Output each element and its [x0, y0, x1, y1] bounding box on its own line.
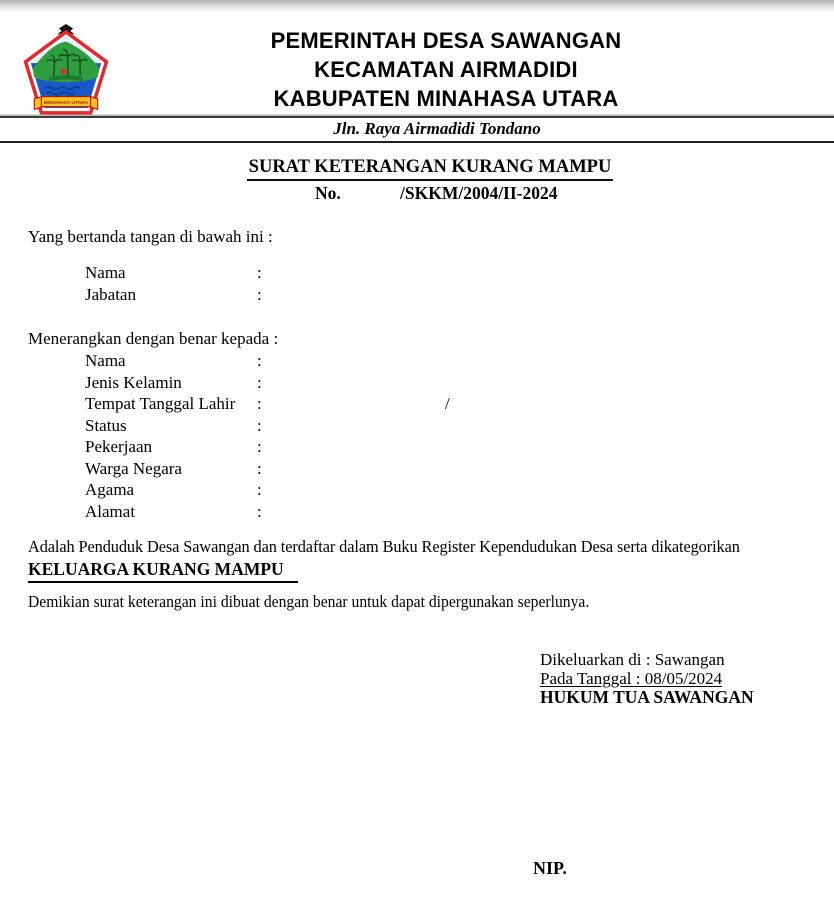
field-row-pekerjaan: [85, 437, 262, 458]
field-colon: :: [257, 502, 262, 521]
document-title-text: SURAT KETERANGAN KURANG MAMPU: [247, 157, 614, 181]
field-row-warga-negara: [85, 459, 262, 480]
letterhead-rule-top: [0, 116, 834, 118]
field-label: Nama: [85, 263, 126, 282]
signer-title: HUKUM TUA SAWANGAN: [540, 687, 754, 707]
field-row-nama: [85, 351, 262, 372]
subject-intro-statement: Menerangkan dengan benar kepada :: [28, 329, 279, 348]
signature-block: [540, 651, 754, 707]
issued-date-line: Pada Tanggal : 08/05/2024: [540, 668, 723, 688]
field-label: Alamat: [85, 502, 136, 521]
field-row-status: [85, 416, 262, 437]
field-label: Pekerjaan: [85, 437, 153, 456]
field-label: Nama: [85, 351, 126, 370]
field-colon: :: [257, 285, 262, 304]
field-colon: :: [257, 437, 262, 456]
statement-line-1: Adalah Penduduk Desa Sawangan dan terdaftar dalam Buku Register Kependudukan Desa serta dikategorikan: [28, 537, 740, 556]
letterhead: [56, 26, 834, 113]
field-colon: :: [257, 416, 262, 435]
field-row-jenis-kelamin: [85, 373, 262, 394]
intro-statement: Yang bertanda tangan di bawah ini :: [28, 227, 273, 246]
field-row-official-jabatan: [85, 285, 262, 306]
issued-at-line: Dikeluarkan di : Sawangan: [540, 650, 725, 669]
nip-label: NIP.: [533, 858, 567, 878]
field-row-agama: [85, 480, 262, 501]
field-label: Agama: [85, 480, 135, 499]
field-label: Jenis Kelamin: [85, 373, 182, 392]
field-colon: :: [257, 263, 262, 282]
field-colon: :: [257, 351, 262, 370]
letterhead-line-3: KABUPATEN MINAHASA UTARA: [273, 86, 619, 111]
letterhead-address: Jln. Raya Airmadidi Tondano: [333, 119, 541, 138]
field-row-alamat: [85, 502, 262, 523]
birth-place-date-separator: /: [445, 394, 450, 413]
statement-line-2: [28, 559, 298, 583]
statement-highlight: KELUARGA KURANG MAMPU: [28, 559, 298, 583]
field-label: Tempat Tanggal Lahir: [85, 394, 236, 413]
field-colon: :: [257, 394, 262, 413]
banner-text: MINAHASA UTARA: [43, 101, 89, 107]
letterhead-line-2: KECAMATAN AIRMADIDI: [314, 57, 578, 82]
field-colon: :: [257, 373, 262, 392]
document-number-value: /SKKM/2004/II-2024: [400, 183, 558, 203]
field-colon: :: [257, 480, 262, 499]
letterhead-line-1: PEMERINTAH DESA SAWANGAN: [270, 28, 622, 53]
document-title: [40, 157, 820, 181]
page-top-shadow: [0, 0, 834, 13]
document-number-label: No.: [315, 183, 341, 203]
field-colon: :: [257, 459, 262, 478]
field-label: Status: [85, 416, 127, 435]
letterhead-rule-bottom: [0, 141, 834, 143]
field-row-official-nama: [85, 263, 262, 284]
field-label: Warga Negara: [85, 459, 182, 478]
field-row-tempat-tanggal-lahir: [85, 394, 450, 415]
field-label: Jabatan: [85, 285, 136, 304]
closing-statement: Demikian surat keterangan ini dibuat dengan benar untuk dapat dipergunakan seperlunya.: [28, 592, 590, 611]
